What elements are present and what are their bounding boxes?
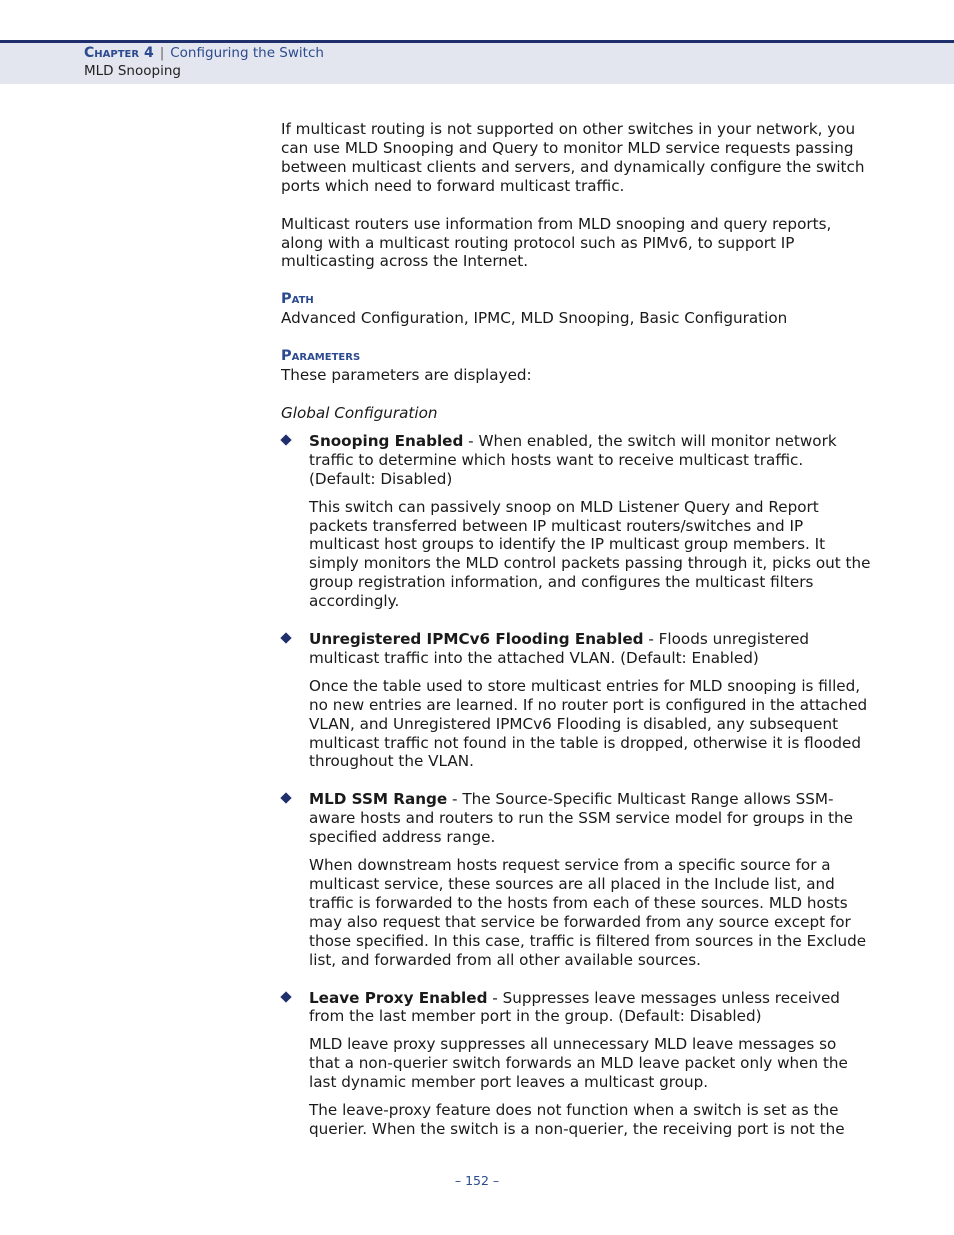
running-header-section: MLD Snooping	[84, 63, 181, 79]
parameter-description: - Suppresses leave messages unless received from the last member port in the group. (Default: Disabled)	[309, 988, 840, 1026]
parameter-description: - The Source-Specific Multicast Range allows SSM-aware hosts and routers to run the SSM service model for groups in the specified address range.	[309, 790, 854, 847]
parameter-detail: This switch can passively snoop on MLD Listener Query and Report packets transferred between IP multicast routers/switches and IP multicast host groups to identify the IP multicast group members. It simply monitors the MLD control packets passing through it, picks out the group registration information, and configures the multicast filters accordingly.	[309, 497, 871, 611]
diamond-bullet-icon	[280, 434, 291, 445]
path-heading: Path	[281, 291, 314, 308]
intro-paragraph-1: If multicast routing is not supported on other switches in your network, you can use MLD Snooping and Query to monitor MLD service requests passing between multicast clients and servers, and dynamically configure the switch ports which need to forward multicast traffic.	[281, 120, 865, 195]
parameter-description: - Floods unregistered multicast traffic into the attached VLAN. (Default: Enabled)	[309, 630, 810, 667]
running-header-chapter	[84, 45, 324, 61]
group-label: Global Configuration	[281, 403, 438, 422]
parameter-detail: When downstream hosts request service from a specific source for a multicast service, these sources are all placed in the Include list, and traffic is forwarded to the hosts from each of these sources. MLD hosts may also request that service be forwarded from any source except for those specified. In this case, traffic is filtered from sources in the Exclude list, and forwarded from all other available sources.	[309, 856, 867, 969]
diamond-bullet-icon	[280, 632, 291, 643]
parameter-term: Leave Proxy Enabled	[309, 988, 488, 1007]
path-text: Advanced Configuration, IPMC, MLD Snooping, Basic Configuration	[281, 309, 788, 328]
parameter-detail: Once the table used to store multicast entries for MLD snooping is filled, no new entries are learned. If no router port is configured in the attached VLAN, and Unregistered IPMCv6 Flooding is disabled, any subsequent multicast traffic not found in the table is dropped, otherwise it is flooded throughout the VLAN.	[309, 676, 868, 771]
parameter-item	[281, 432, 871, 489]
parameter-item	[281, 790, 871, 847]
page-number: – 152 –	[454, 1173, 500, 1188]
chapter-title: Configuring the Switch	[170, 45, 324, 61]
page-body	[281, 120, 871, 1148]
intro-paragraph-2: Multicast routers use information from MLD snooping and query reports, along with a multicast routing protocol such as PIMv6, to support IP multicasting across the Internet.	[281, 214, 832, 271]
parameter-term: Snooping Enabled	[309, 431, 464, 450]
parameter-term: MLD SSM Range	[309, 790, 448, 809]
parameters-heading: Parameters	[281, 348, 361, 365]
parameter-description: - When enabled, the switch will monitor network traffic to determine which hosts want to receive multicast traffic. (Default: Disabled)	[309, 431, 837, 488]
chapter-label: Chapter 4	[84, 45, 154, 61]
diamond-bullet-icon	[280, 991, 291, 1002]
parameter-detail: MLD leave proxy suppresses all unnecessary MLD leave messages so that a non-querier switch forwards an MLD leave packet only when the last dynamic member port leaves a multicast group.	[309, 1035, 848, 1092]
parameters-text: These parameters are displayed:	[281, 366, 532, 385]
parameter-detail: The leave-proxy feature does not function when a switch is set as the querier. When the switch is a non-querier, the receiving port is not the	[309, 1101, 845, 1138]
parameter-item	[281, 989, 871, 1027]
header-separator: |	[159, 45, 165, 61]
parameter-term: Unregistered IPMCv6 Flooding Enabled	[309, 630, 644, 649]
parameter-item	[281, 630, 871, 668]
diamond-bullet-icon	[280, 793, 291, 804]
